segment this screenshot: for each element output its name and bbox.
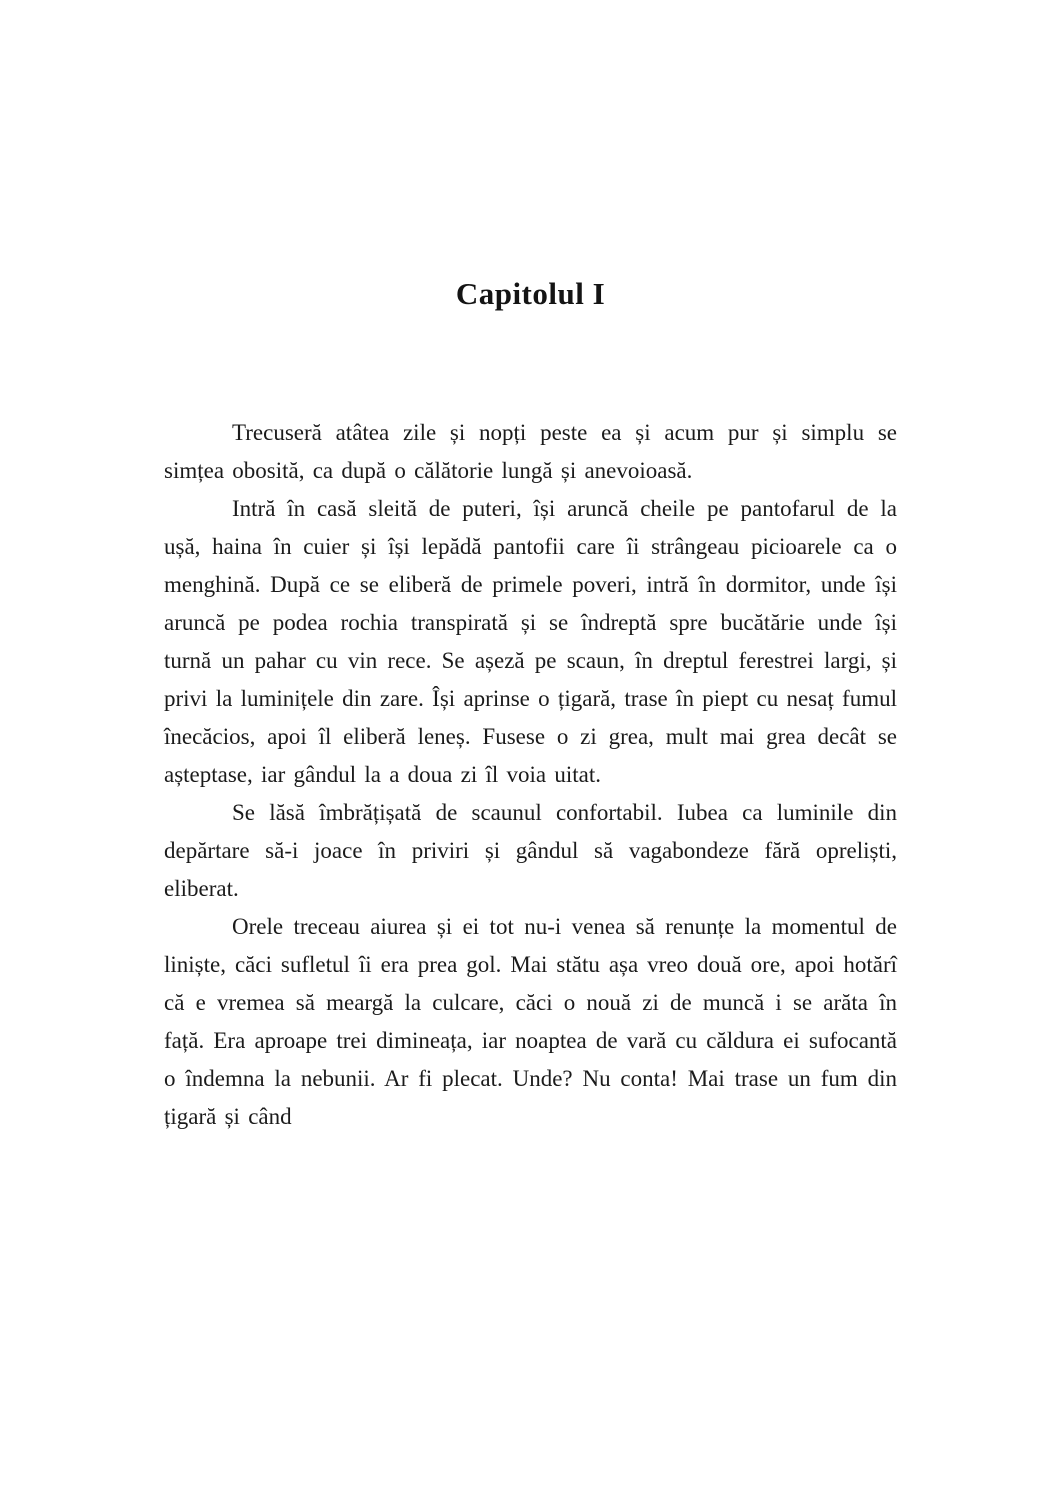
paragraph-3: Se lăsă îmbrățișată de scaunul confortabil. Iubea ca luminile din depărtare să-i joace în priviri și gândul să vagabondeze fără opreliști, eliberat.: [164, 800, 897, 901]
body-text: [164, 414, 897, 1136]
chapter-title: Capitolul I: [455, 276, 606, 311]
paragraph-1: Trecuseră atâtea zile și nopți peste ea și acum pur și simplu se simțea obosită, ca după o călătorie lungă și anevoioasă.: [164, 420, 897, 483]
paragraph-4: Orele treceau aiurea și ei tot nu-i venea să renunțe la momentul de liniște, căci sufletul îi era prea gol. Mai stătu așa vreo două ore, apoi hotărî că e vremea să meargă la culcare, căci o nouă zi de muncă i se arăta în față. Era aproape trei dimineața, iar noaptea de vară cu căldura ei sufocantă o îndemna la nebunii. Ar fi plecat. Unde? Nu conta! Mai trase un fum din țigară și când: [164, 914, 897, 1129]
paragraph-2: Intră în casă sleită de puteri, își aruncă cheile pe pantofarul de la ușă, haina în cuier și își lepădă pantofii care îi strângeau picioarele ca o menghină. După ce se eliberă de primele poveri, intră în dormitor, unde își aruncă pe podea rochia transpirată și se îndreptă spre bucătărie unde își turnă un pahar cu vin rece. Se așeză pe scaun, în dreptul ferestrei largi, și privi la luminițele din zare. Își aprinse o țigară, trase în piept cu nesaț fumul înecăcios, apoi îl eliberă leneș. Fusese o zi grea, mult mai grea decât se așteptase, iar gândul la a doua zi îl voia uitat.: [164, 496, 897, 787]
